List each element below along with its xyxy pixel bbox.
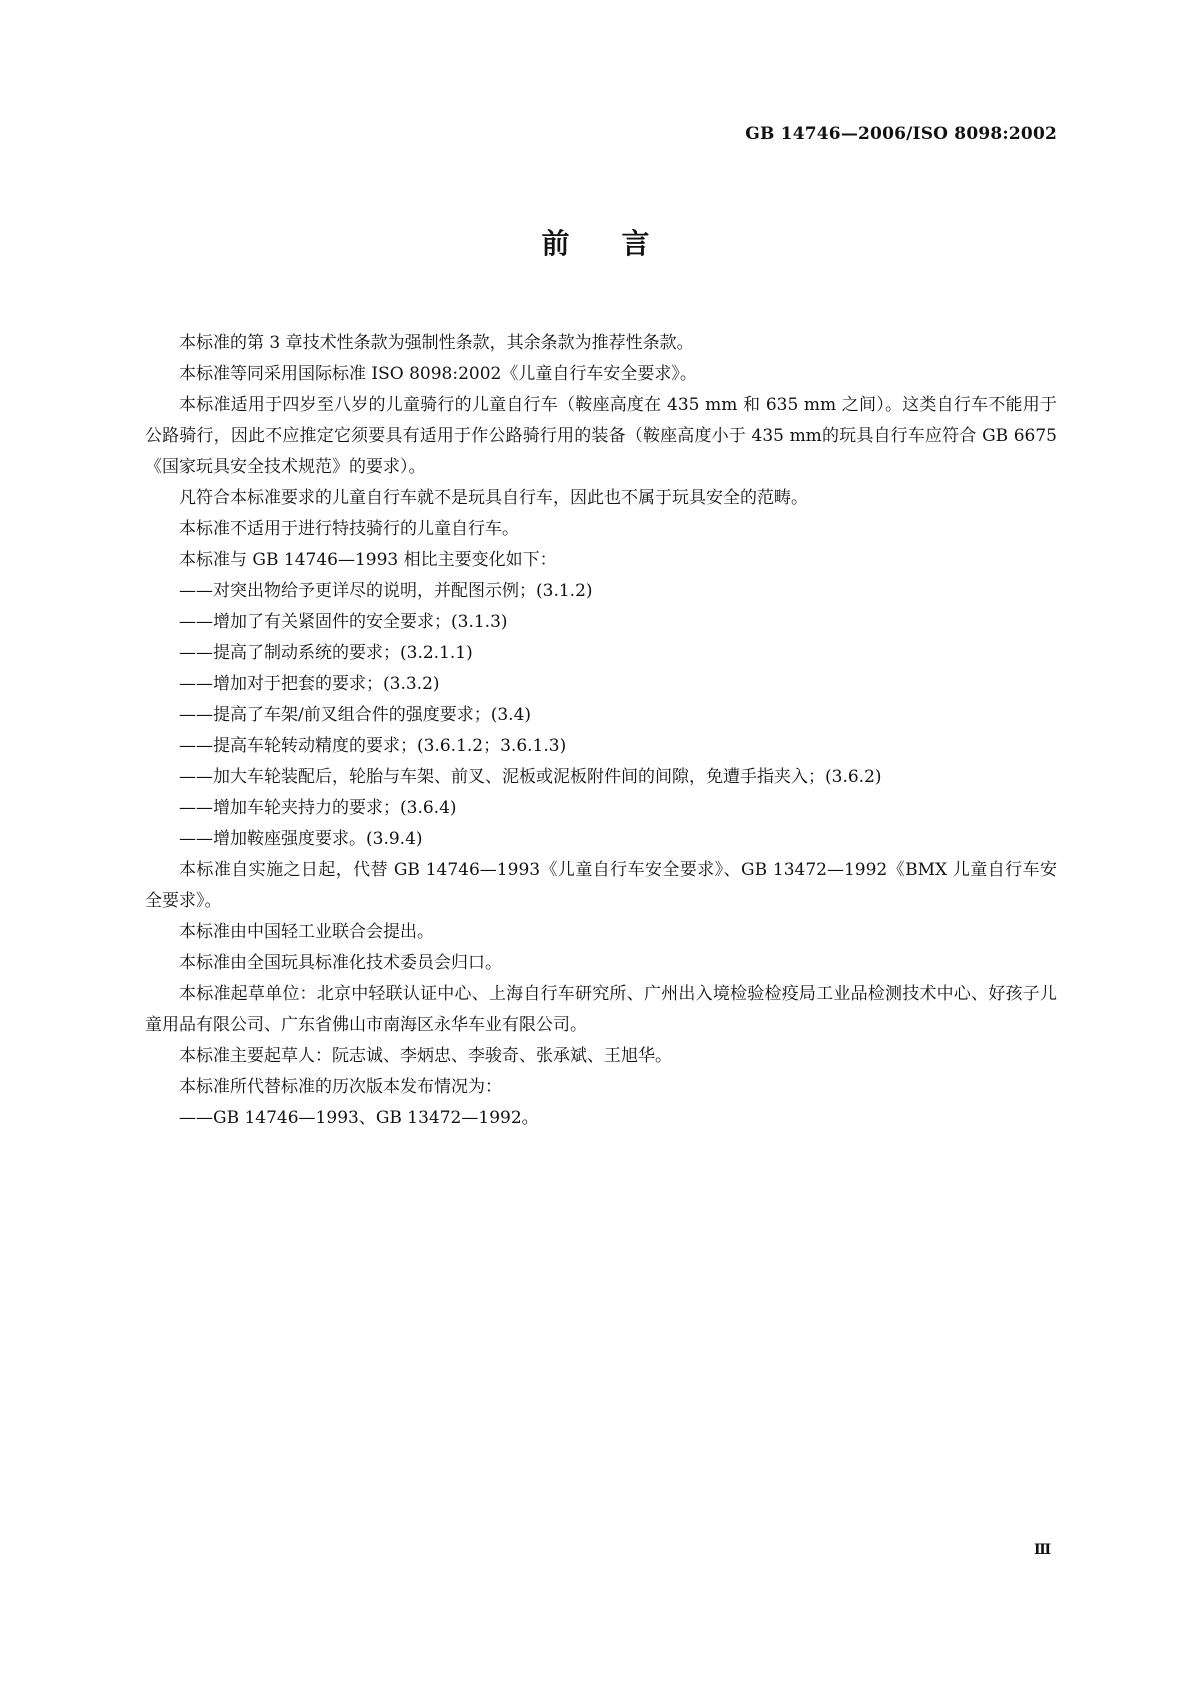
change-item: ——增加了有关紧固件的安全要求；(3.1.3) bbox=[179, 612, 508, 632]
change-item: ——增加车轮夹持力的要求；(3.6.4) bbox=[179, 798, 457, 818]
change-item: ——加大车轮装配后，轮胎与车架、前叉、泥板或泥板附件间的间隙，免遭手指夹入；(3.6.2) bbox=[179, 767, 882, 787]
page-title: 前言 bbox=[541, 227, 702, 260]
paragraph: 本标准等同采用国际标准 ISO 8098:2002《儿童自行车安全要求》。 bbox=[179, 364, 697, 384]
change-item: ——提高了车架/前叉组合件的强度要求；(3.4) bbox=[179, 705, 532, 725]
foreword-body bbox=[145, 328, 1057, 1134]
paragraph: 本标准主要起草人：阮志诚、李炳忠、李骏奇、张承斌、王旭华。 bbox=[179, 1046, 672, 1066]
paragraph: 本标准由中国轻工业联合会提出。 bbox=[179, 922, 434, 942]
paragraph: 本标准不适用于进行特技骑行的儿童自行车。 bbox=[179, 519, 519, 539]
paragraph: 本标准起草单位：北京中轻联认证中心、上海自行车研究所、广州出入境检验检疫局工业品检测技术中心、好孩子儿童用品有限公司、广东省佛山市南海区永华车业有限公司。 bbox=[145, 984, 1057, 1035]
change-item: ——增加鞍座强度要求。(3.9.4) bbox=[179, 829, 423, 849]
paragraph: 本标准与 GB 14746—1993 相比主要变化如下： bbox=[179, 550, 557, 570]
paragraph: 本标准适用于四岁至八岁的儿童骑行的儿童自行车（鞍座高度在 435 mm 和 635 mm 之间）。这类自行车不能用于公路骑行，因此不应推定它须要具有适用于作公路骑行用的装备（鞍座高度小于 435 mm的玩具自行车应符合 GB 6675《国家玩具安全技术规范》的要求）。 bbox=[145, 395, 1057, 477]
change-item: ——提高了制动系统的要求；(3.2.1.1) bbox=[179, 643, 473, 663]
change-item: ——对突出物给予更详尽的说明，并配图示例；(3.1.2) bbox=[179, 581, 593, 601]
paragraph: 本标准自实施之日起，代替 GB 14746—1993《儿童自行车安全要求》、GB 13472—1992《BMX 儿童自行车安全要求》。 bbox=[145, 860, 1057, 911]
paragraph: 本标准所代替标准的历次版本发布情况为： bbox=[179, 1077, 502, 1097]
change-item: ——增加对于把套的要求；(3.3.2) bbox=[179, 674, 440, 694]
paragraph: 凡符合本标准要求的儿童自行车就不是玩具自行车，因此也不属于玩具安全的范畴。 bbox=[179, 488, 808, 508]
history-item: ——GB 14746—1993、GB 13472—1992。 bbox=[179, 1108, 539, 1128]
paragraph: 本标准由全国玩具标准化技术委员会归口。 bbox=[179, 953, 502, 973]
standard-number: GB 14746—2006/ISO 8098:2002 bbox=[745, 124, 1057, 144]
paragraph: 本标准的第 3 章技术性条款为强制性条款，其余条款为推荐性条款。 bbox=[179, 333, 694, 353]
page-number: Ⅲ bbox=[1033, 1542, 1051, 1558]
change-item: ——提高车轮转动精度的要求；(3.6.1.2；3.6.1.3) bbox=[179, 736, 567, 756]
